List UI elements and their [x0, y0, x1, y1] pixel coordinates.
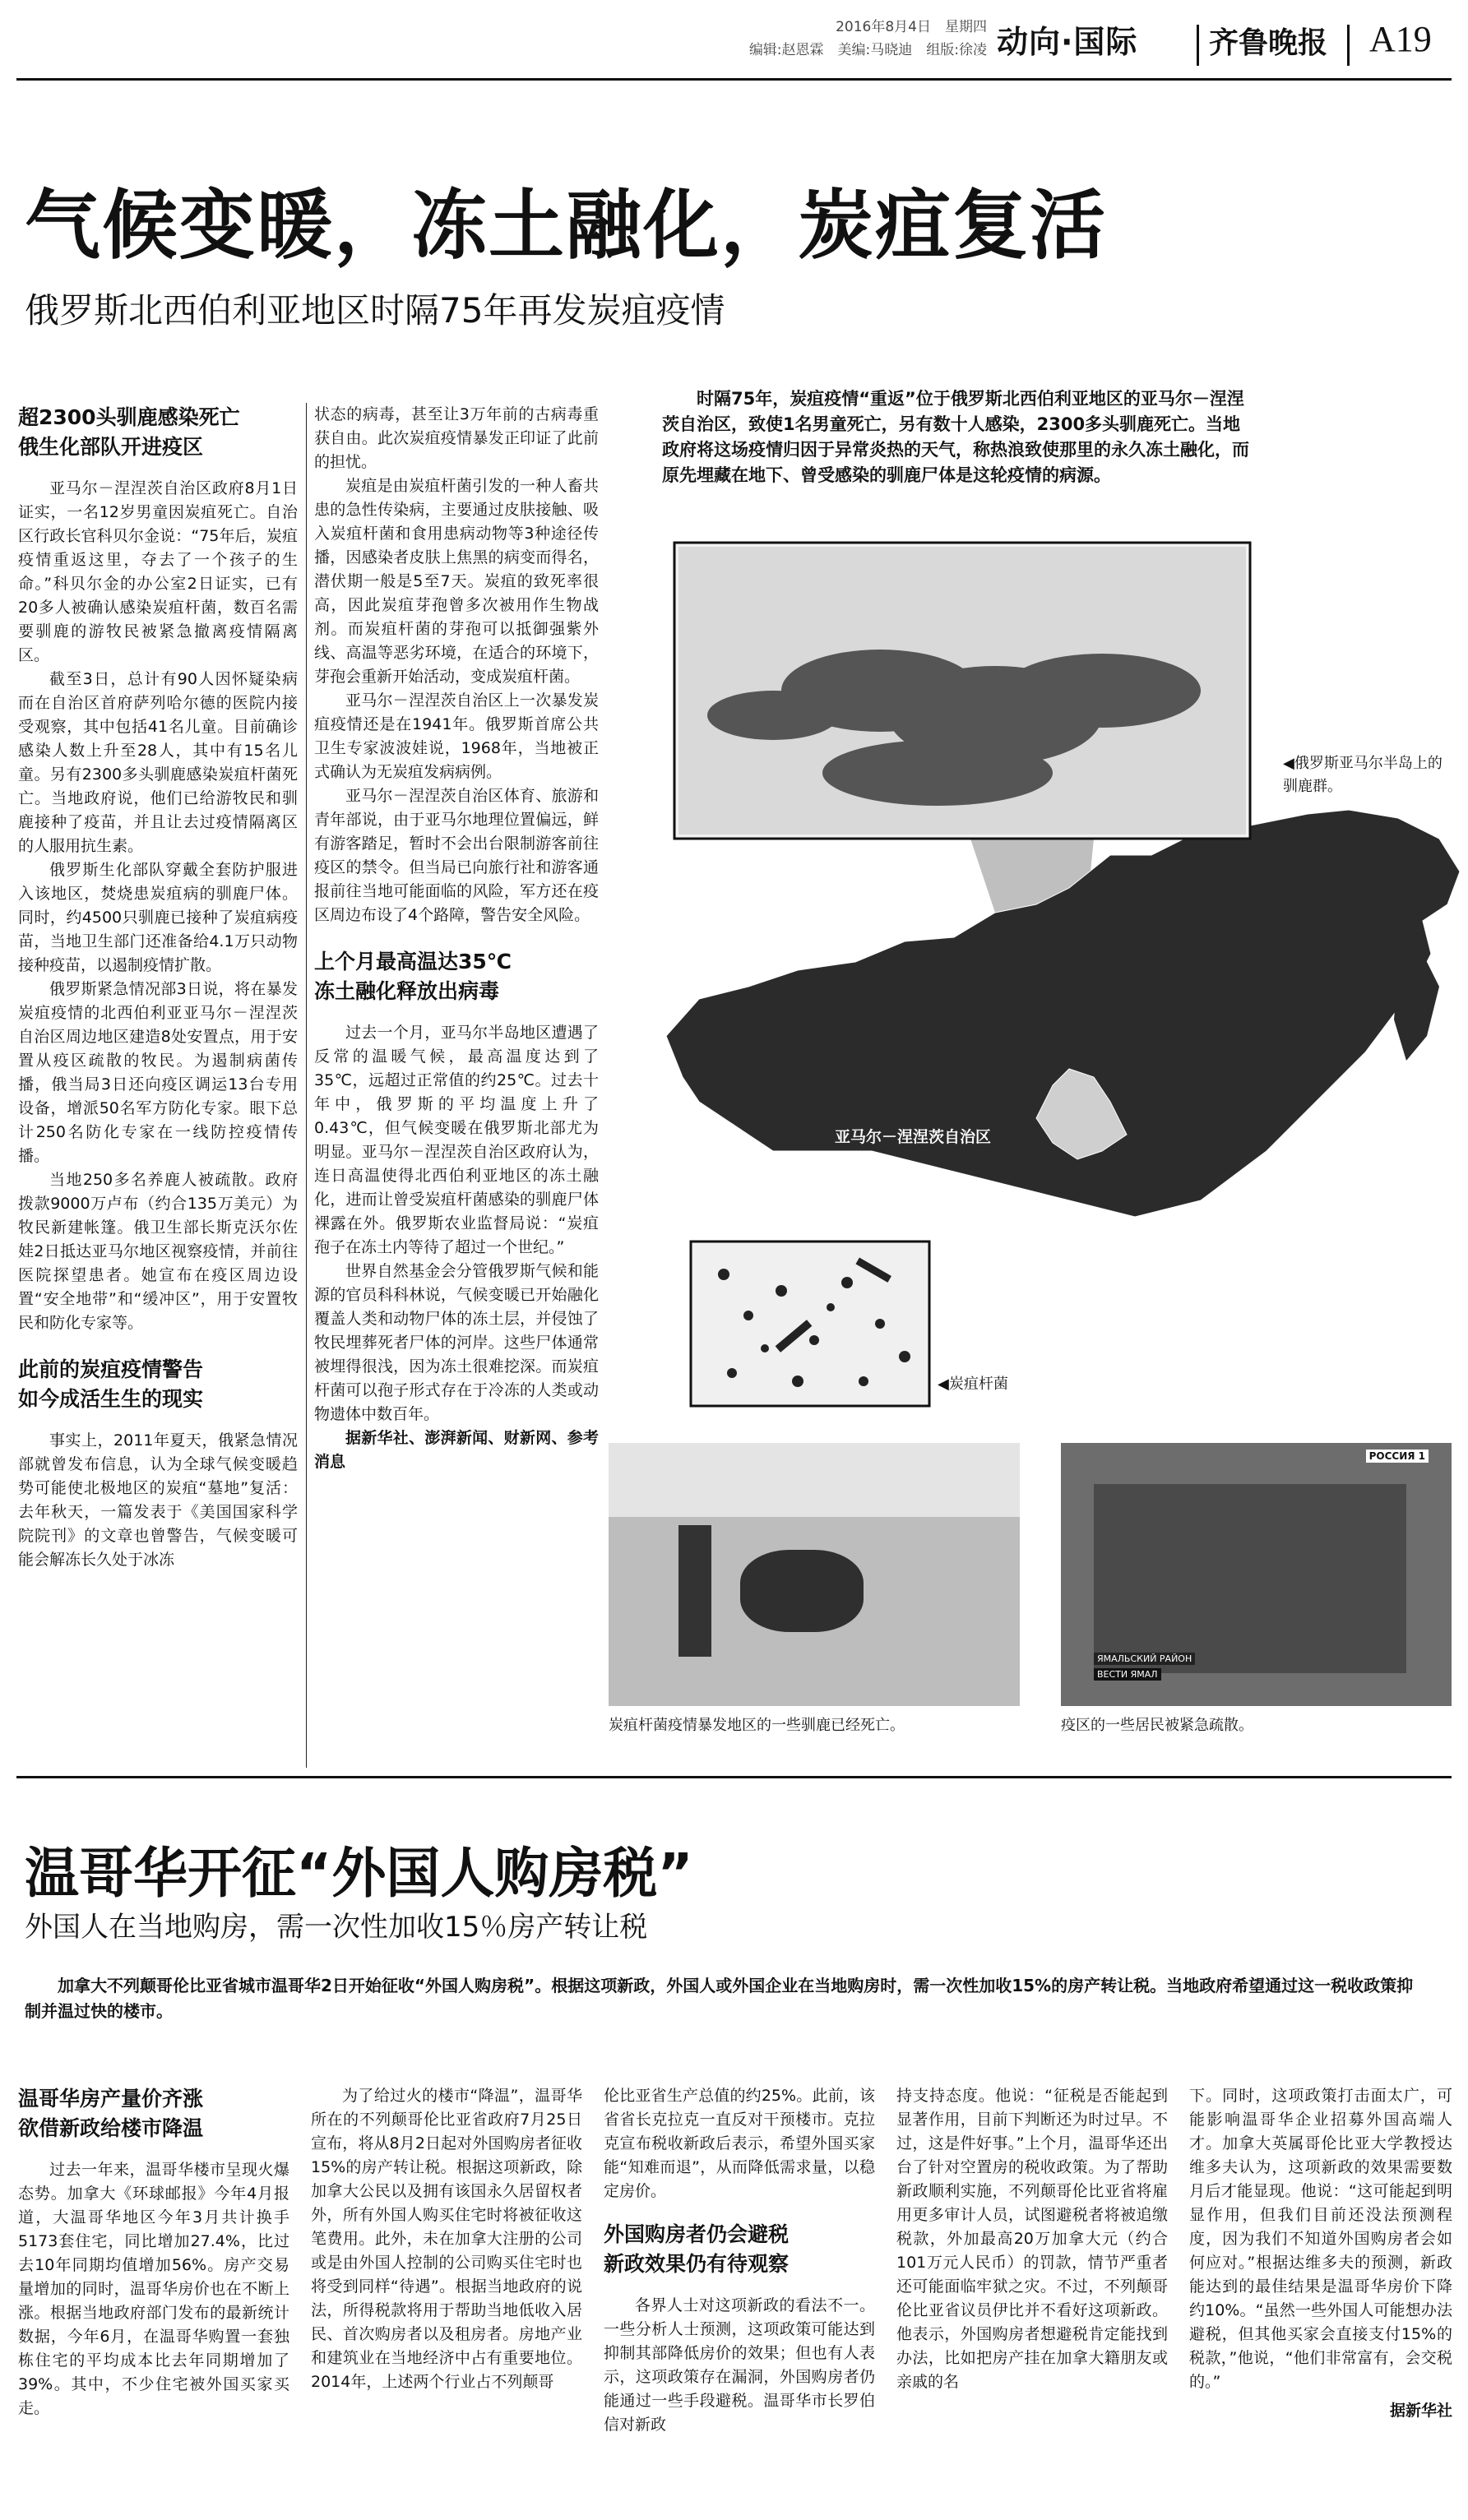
column-divider	[306, 403, 307, 1768]
kamchatka	[1394, 954, 1439, 1061]
reindeer-caption: ◀俄罗斯亚马尔半岛上的驯鹿群。	[1283, 755, 1443, 795]
paragraph: 事实上，2011年夏天，俄紧急情况部就曾发布信息，认为全球气候变暖趋势可能使北极地区的炭疽“墓地”复活：去年秋天，一篇发表于《美国国家科学院院刊》的文章也曾警告，气候变暖可能会解冻长久处于冰冻	[18, 1431, 298, 1569]
map-label-yamal: 亚马尔－涅涅茨自治区	[835, 1128, 992, 1146]
source-credit: 据新华社	[1389, 2402, 1452, 2420]
section-title: 动向·国际	[997, 24, 1138, 60]
header-date-line	[707, 16, 987, 38]
story1-subheadline: 俄罗斯北西伯利亚地区时隔75年再发炭疽疫情	[25, 290, 725, 331]
story1-subhead-3: 上个月最高温达35℃ 冻土融化释放出病毒	[314, 950, 512, 1003]
bacillus-caption: ◀炭疽杆菌	[938, 1376, 1008, 1393]
paragraph: 过去一年来，温哥华楼市呈现火爆态势。加拿大《环球邮报》今年4月报道，大温哥华地区今年3月共计换手5173套住宅，同比增加27.4%，比过去10年同期均值增加56%。房产交易量增加的同时，温哥华房价也在不断上涨。根据当地政府部门发布的最新统计数据，今年6月，在温哥华购置一套独栋住宅的平均成本比去年同期增加了39%。其中，不少住宅被外国买家买走。	[18, 2161, 289, 2417]
paragraph: 亚马尔－涅涅茨自治区体育、旅游和青年部说，由于亚马尔地理位置偏远，鲜有游客踏足，暂时不会出台限制游客前往疫区的禁令。但当局已向旅行社和游客通报前往当地可能面临的风险，军方还在疫区周边布设了4个路障，警告安全风险。	[314, 787, 599, 924]
story1-lede: 时隔75年，炭疽疫情“重返”位于俄罗斯北西伯利亚地区的亚马尔－涅涅茨自治区，致使1名男童死亡，另有数十人感染，2300多头驯鹿死亡。当地政府将这场疫情归因于异常炎热的天气，称热浪致使那里的永久冻土融化，而原先埋藏在地下、曾受感染的驯鹿尸体是这轮疫情的病源。	[662, 389, 1249, 485]
story2-subheadline: 外国人在当地购房，需一次性加收15％房产转让税	[25, 1911, 648, 1944]
brand-logo: 齐鲁晚报	[1209, 25, 1328, 60]
source-credit: 据新华社、澎湃新闻、财新网、参考消息	[314, 1429, 599, 1471]
page-number: A19	[1369, 19, 1432, 59]
dead-reindeer-photo	[609, 1443, 1020, 1706]
story2-column-4	[896, 2084, 1168, 2394]
paragraph: 世界自然基金会分管俄罗斯气候和能源的官员科科林说，气候变暖已开始融化覆盖人类和动物尸体的冻土层，并侵蚀了牧民埋葬死者尸体的河岸。这些尸体通常被埋得很浅，因为冻土很难挖深。而炭疽杆菌可以孢子形式存在于冷冻的人类或动物遗体中数百年。	[314, 1262, 599, 1423]
tv-logo: РОССИЯ 1	[1366, 1450, 1429, 1463]
story2-lede: 加拿大不列颠哥伦比亚省城市温哥华2日开始征收“外国人购房税”。根据这项新政，外国人或外国企业在当地购房时，需一次性加收15%的房产转让税。当地政府希望通过这一税收政策抑制并温过快的楼市。	[25, 1976, 1414, 2021]
paragraph: 过去一个月，亚马尔半岛地区遭遇了反常的温暖气候，最高温度达到了35℃，远超过正常值的约25℃。过去十年中，俄罗斯的平均温度上升了0.43℃，但气候变暖在俄罗斯北部尤为明显。亚马尔－涅涅茨自治区政府认为，连日高温使得北西伯利亚地区的冻土融化，进而让曾受炭疽杆菌感染的驯鹿尸体裸露在外。俄罗斯农业监督局说：“炭疽孢子在冻土内等待了超过一个世纪。”	[314, 1024, 599, 1256]
paragraph: 俄罗斯生化部队穿戴全套防护服进入该地区，焚烧患炭疽病的驯鹿尸体。同时，约4500只驯鹿已接种了炭疽病疫苗，当地卫生部门还准备给4.1万只动物接种疫苗，以遏制疫情扩散。	[18, 861, 298, 974]
header-divider	[1197, 25, 1199, 66]
header-rule	[16, 78, 1452, 81]
story1-column-2	[314, 403, 599, 1474]
story2-subhead-2: 外国购房者仍会避税 新政效果仍有待观察	[604, 2222, 790, 2276]
story2-column-3	[604, 2084, 875, 2437]
tv-tag: ВЕСТИ ЯМАЛ	[1094, 1668, 1161, 1681]
story1-headline: 气候变暖，冻土融化，炭疽复活	[25, 182, 1108, 270]
paragraph: 下。同时，这项政策打击面太广，可能影响温哥华企业招募外国高端人才。加拿大英属哥伦比亚大学教授达维多夫认为，这项新政的效果需要数月后才能显现。他说：“这可能起到明显作用，但我们目前还没法预测程度，因为我们不知道外国购房者会如何应对。”根据达维多夫的预测，新政能达到的最佳结果是温哥华房价下降约10%。“虽然一些外国人可能想办法避税，但其他买家会直接支付15%的税款，”他说，“他们非常富有，会交税的。”	[1189, 2087, 1452, 2391]
paragraph: 各界人士对这项新政的看法不一。一些分析人士预测，这项政策可能达到抑制其部降低房价的效果；但也有人表示，这项政策存在漏洞，外国购房者仍能通过一些手段避税。温哥华市长罗伯信对新政	[604, 2296, 875, 2434]
paragraph: 俄罗斯紧急情况部3日说，将在暴发炭疽疫情的北西伯利亚亚马尔－涅涅茨自治区周边地区建造8处安置点，用于安置从疫区疏散的牧民。为遏制病菌传播，俄当局3日还向疫区调运13台专用设备，增派50名军方防化专家。眼下总计250名防化专家在一线防控疫情传播。	[18, 980, 298, 1165]
paragraph: 持支持态度。他说：“征税是否能起到显著作用，目前下判断还为时过早。不过，这是件好事。”上个月，温哥华还出台了针对空置房的税收政策。为了帮助新政顺利实施，不列颠哥伦比亚省将雇用更多审计人员，试图避税者将被追缴税款，外加最高20万加拿大元（约合101万元人民币）的罚款，情节严重者还可能面临牢狱之灾。不过，不列颠哥伦比亚省议员伊比并不看好这项新政。他表示，外国购房者想避税肯定能找到办法，比如把房产挂在加拿大籍朋友或亲戚的名	[896, 2087, 1168, 2391]
story-divider	[16, 1776, 1452, 1778]
paragraph: 亚马尔－涅涅茨自治区上一次暴发炭疽疫情还是在1941年。俄罗斯首席公共卫生专家波波娃说，1968年，当地被正式确认为无炭疽发病病例。	[314, 691, 599, 781]
photo2-caption: 疫区的一些居民被紧急疏散。	[1061, 1717, 1253, 1734]
story1-subhead-2: 此前的炭疽疫情警告 如今成活生生的现实	[18, 1357, 204, 1411]
story2-column-5	[1189, 2084, 1452, 2423]
russia-map-graphic	[609, 526, 1468, 1422]
paragraph: 截至3日，总计有90人因怀疑染病而在自治区首府萨列哈尔德的医院内接受观察，其中包括41名儿童。目前确诊感染人数上升至28人，其中有15名儿童。另有2300多头驯鹿感染炭疽杆菌死亡。当地政府说，他们已给游牧民和驯鹿接种了疫苗，并且让去过疫情隔离区的人服用抗生素。	[18, 670, 298, 855]
editors: 编辑:赵恩霖 美编:马晓迪 组版:徐凌	[748, 42, 987, 58]
tv-bar: ЯМАЛЬСКИЙ РАЙОН	[1094, 1653, 1195, 1665]
story2-column-1	[18, 2084, 289, 2421]
header-divider	[1347, 25, 1350, 66]
paragraph: 伦比亚省生产总值的约25%。此前，该省省长克拉克一直反对干预楼市。克拉克宣布税收新政后表示，希望外国买家能“知难而退”，从而降低需求量，以稳定房价。	[604, 2087, 875, 2200]
paragraph: 为了给过火的楼市“降温”，温哥华所在的不列颠哥伦比亚省政府7月25日宣布，将从8月2日起对外国购房者征收15%的房产转让税。根据这项新政，除加拿大公民以及拥有该国永久居留权者外，所有外国人购买住宅时将被征收这笔费用。此外，未在加拿大注册的公司或是由外国人控制的公司购买住宅时也将受到同样“待遇”。根据当地政府的说法，所得税款将用于帮助当地低收入居民、首次购房者以及租房者。房地产业和建筑业在当地经济中占有重要地位。2014年，上述两个行业占不列颠哥	[311, 2087, 582, 2391]
weekday: 星期四	[945, 19, 987, 35]
paragraph: 亚马尔－涅涅茨自治区政府8月1日证实，一名12岁男童因炭疽死亡。自治区行政长官科贝尔金说：“75年后，炭疽疫情重返这里，夺去了一个孩子的生命。”科贝尔金的办公室2日证实，已有20多人被确认感染炭疽杆菌，数百名需要驯鹿的游牧民被紧急撤离疫情隔离区。	[18, 479, 298, 664]
paragraph: 炭疽是由炭疽杆菌引发的一种人畜共患的急性传染病，主要通过皮肤接触、吸入炭疽杆菌和食用患病动物等3种途径传播，因感染者皮肤上焦黑的病变而得名，潜伏期一般是5至7天。炭疽的致死率很高，因此炭疽芽孢曾多次被用作生物战剂。而炭疽杆菌的芽孢可以抵御强紫外线、高温等恶劣环境，在适合的环境下，芽孢会重新开始活动，变成炭疽杆菌。	[314, 477, 599, 686]
photo1-caption: 炭疽杆菌疫情暴发地区的一些驯鹿已经死亡。	[609, 1717, 905, 1734]
story2-subhead-1: 温哥华房产量价齐涨 欲借新政给楼市降温	[18, 2087, 204, 2140]
story2-headline: 温哥华开征“外国人购房税”	[25, 1842, 693, 1905]
story2-column-2	[311, 2084, 582, 2394]
paragraph: 状态的病毒，甚至让3万年前的古病毒重获自由。此次炭疽疫情暴发正印证了此前的担忧。	[314, 405, 599, 471]
story1-column-1	[18, 403, 298, 1572]
evacuation-photo	[1061, 1443, 1452, 1706]
story1-subhead-1: 超2300头驯鹿感染死亡 俄生化部队开进疫区	[18, 405, 240, 459]
paragraph: 当地250多名养鹿人被疏散。政府拨款9000万卢布（约合135万美元）为牧民新建帐篷。俄卫生部长斯克沃尔佐娃2日抵达亚马尔地区视察疫情，并前往医院探望患者。她宣布在疫区周边设置“安全地带”和“缓冲区”，用于安置牧民和防化专家等。	[18, 1171, 298, 1332]
date: 2016年8月4日	[836, 19, 931, 35]
